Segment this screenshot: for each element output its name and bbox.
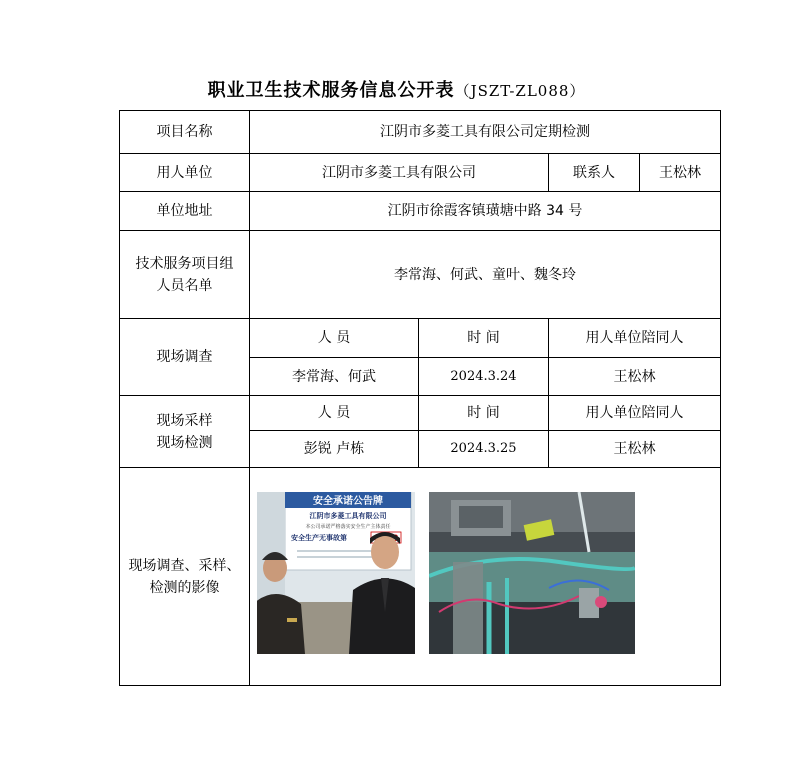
row-images [120, 468, 721, 686]
sampling-escort: 王松林 [549, 431, 721, 468]
row-project [120, 111, 721, 154]
team-value: 李常海、何武、童叶、魏冬玲 [250, 231, 721, 319]
survey-header-people: 人 员 [250, 319, 419, 358]
images-cell [250, 468, 721, 686]
row-address [120, 192, 721, 231]
survey-date: 2024.3.24 [419, 358, 549, 396]
survey-header-escort: 用人单位陪同人 [549, 319, 721, 358]
sampling-header-escort: 用人单位陪同人 [549, 396, 721, 431]
sign-line: 本公司承诺严格落实安全生产主体责任 [305, 524, 391, 530]
employer-value: 江阴市多菱工具有限公司 [250, 154, 549, 192]
contact-label: 联系人 [549, 154, 640, 192]
address-label: 单位地址 [120, 192, 250, 231]
form-code: （JSZT-ZL088） [454, 82, 586, 100]
survey-label: 现场调查 [120, 319, 250, 396]
sampling-header-time: 时 间 [419, 396, 549, 431]
site-survey-photo-art [257, 492, 415, 654]
sampling-date: 2024.3.25 [419, 431, 549, 468]
images-label: 现场调查、采样、检测的影像 [120, 468, 250, 686]
row-team [120, 231, 721, 319]
row-employer [120, 154, 721, 192]
sign-company: 江阴市多菱工具有限公司 [309, 512, 387, 520]
site-survey-photo [257, 492, 415, 654]
survey-header-time: 时 间 [419, 319, 549, 358]
page-title [0, 76, 793, 102]
employer-label: 用人单位 [120, 154, 250, 192]
contact-value: 王松林 [640, 154, 721, 192]
sampling-label: 现场采样现场检测 [120, 396, 250, 468]
row-survey-header [120, 319, 721, 358]
sampling-header-people: 人 员 [250, 396, 419, 431]
team-label: 技术服务项目组人员名单 [120, 231, 250, 319]
address-value: 江阴市徐霞客镇璜塘中路 34 号 [250, 192, 721, 231]
survey-people: 李常海、何武 [250, 358, 419, 396]
survey-escort: 王松林 [549, 358, 721, 396]
sampling-equipment-photo-art [429, 492, 635, 654]
sampling-people: 彭锐 卢栋 [250, 431, 419, 468]
sign-title: 安全承诺公告牌 [313, 496, 383, 507]
sign-days-label: 安全生产无事故第 [291, 534, 347, 542]
project-value: 江阴市多菱工具有限公司定期检测 [250, 111, 721, 154]
disclosure-table [119, 110, 721, 686]
row-sampling-header [120, 396, 721, 431]
project-label: 项目名称 [120, 111, 250, 154]
sampling-equipment-photo [429, 492, 635, 654]
title-text: 职业卫生技术服务信息公开表 [207, 80, 455, 101]
